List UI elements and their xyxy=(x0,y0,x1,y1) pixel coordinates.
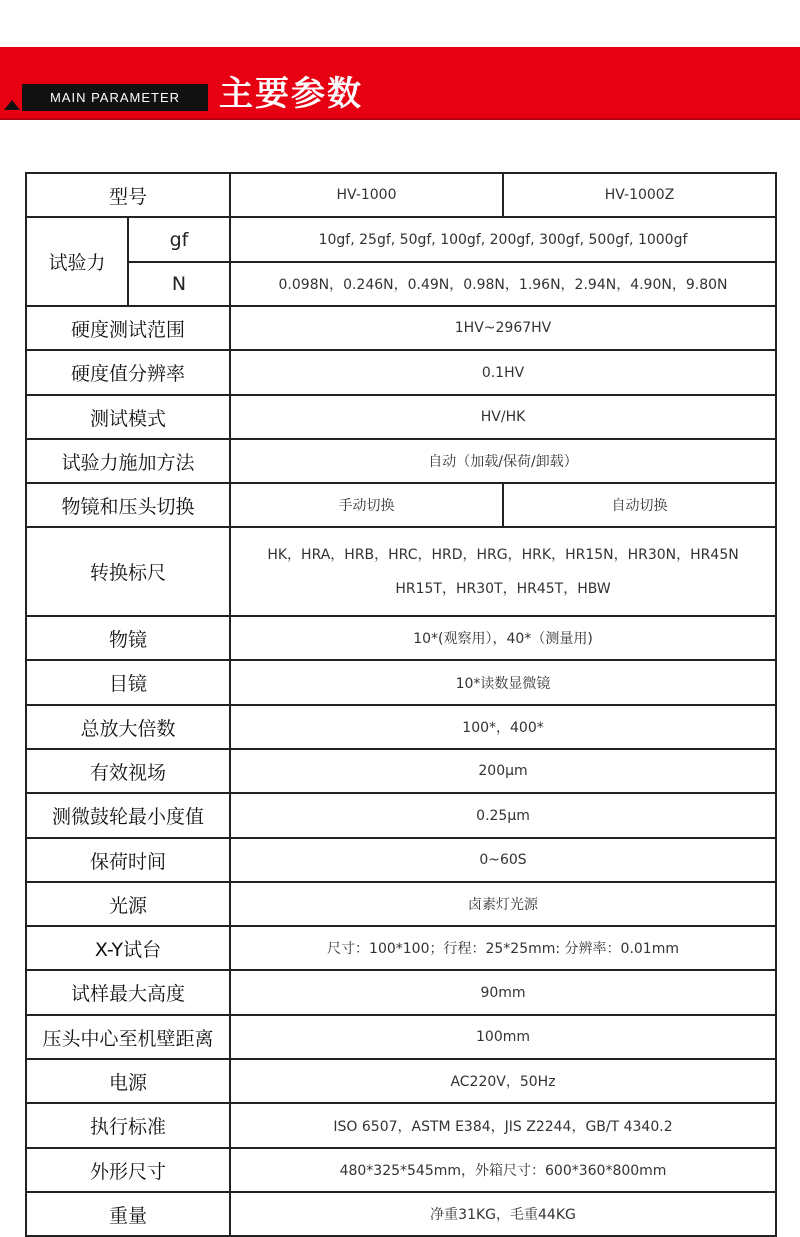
loading-label: 试验力施加方法 xyxy=(26,439,230,483)
table-row xyxy=(26,439,776,483)
triangle-icon xyxy=(4,100,20,110)
dwell-value: 0~60S xyxy=(230,838,776,882)
resolution-label: 硬度值分辨率 xyxy=(26,350,230,395)
switch-value-1: 手动切换 xyxy=(230,483,503,527)
table-row xyxy=(26,793,776,838)
gf-label: gf xyxy=(128,217,230,262)
mode-value: HV/HK xyxy=(230,395,776,439)
height-value: 90mm xyxy=(230,970,776,1015)
force-label: 试验力 xyxy=(26,217,128,306)
table-row xyxy=(26,1015,776,1059)
gf-value: 10gf, 25gf, 50gf, 100gf, 200gf, 300gf, 500gf, 1000gf xyxy=(230,217,776,262)
standard-value: ISO 6507，ASTM E384，JIS Z2244，GB/T 4340.2 xyxy=(230,1103,776,1148)
scale-line-2: HR15T，HR30T，HR45T，HBW xyxy=(395,580,611,597)
light-value: 卤素灯光源 xyxy=(230,882,776,926)
weight-value: 净重31KG，毛重44KG xyxy=(230,1192,776,1236)
dimension-value: 480*325*545mm，外箱尺寸：600*360*800mm xyxy=(230,1148,776,1192)
table-row xyxy=(26,660,776,705)
table-row xyxy=(26,527,776,616)
table-row xyxy=(26,217,776,262)
objective-label: 物镜 xyxy=(26,616,230,660)
hardness-range-label: 硬度测试范围 xyxy=(26,306,230,350)
table-row xyxy=(26,262,776,306)
model-label: 型号 xyxy=(26,173,230,217)
dimension-label: 外形尺寸 xyxy=(26,1148,230,1192)
magnification-value: 100*，400* xyxy=(230,705,776,749)
table-row xyxy=(26,1192,776,1236)
table-row xyxy=(26,1059,776,1103)
objective-value: 10*(观察用），40*（测量用) xyxy=(230,616,776,660)
drum-value: 0.25μm xyxy=(230,793,776,838)
power-value: AC220V，50Hz xyxy=(230,1059,776,1103)
scale-value xyxy=(230,527,776,616)
xy-label: X-Y试台 xyxy=(26,926,230,970)
dwell-label: 保荷时间 xyxy=(26,838,230,882)
model-value-2: HV-1000Z xyxy=(503,173,776,217)
standard-label: 执行标准 xyxy=(26,1103,230,1148)
light-label: 光源 xyxy=(26,882,230,926)
field-value: 200μm xyxy=(230,749,776,793)
header-divider xyxy=(0,118,800,120)
scale-line-1: HK，HRA，HRB，HRC，HRD，HRG，HRK，HR15N，HR30N，HR45N xyxy=(267,546,739,563)
table-row xyxy=(26,970,776,1015)
throat-label: 压头中心至机壁距离 xyxy=(26,1015,230,1059)
model-value-1: HV-1000 xyxy=(230,173,503,217)
parameter-table xyxy=(25,172,777,1237)
table-row xyxy=(26,926,776,970)
table-row xyxy=(26,1103,776,1148)
switch-label: 物镜和压头切换 xyxy=(26,483,230,527)
n-label: N xyxy=(128,262,230,306)
scale-label: 转换标尺 xyxy=(26,527,230,616)
eyepiece-value: 10*读数显微镜 xyxy=(230,660,776,705)
table-row xyxy=(26,705,776,749)
resolution-value: 0.1HV xyxy=(230,350,776,395)
power-label: 电源 xyxy=(26,1059,230,1103)
table-row xyxy=(26,882,776,926)
throat-value: 100mm xyxy=(230,1015,776,1059)
drum-label: 测微鼓轮最小度值 xyxy=(26,793,230,838)
field-label: 有效视场 xyxy=(26,749,230,793)
table-row xyxy=(26,616,776,660)
hardness-range-value: 1HV~2967HV xyxy=(230,306,776,350)
table-row xyxy=(26,483,776,527)
height-label: 试样最大高度 xyxy=(26,970,230,1015)
eyepiece-label: 目镜 xyxy=(26,660,230,705)
xy-value: 尺寸：100*100；行程：25*25mm: 分辨率：0.01mm xyxy=(230,926,776,970)
magnification-label: 总放大倍数 xyxy=(26,705,230,749)
n-value: 0.098N，0.246N，0.49N，0.98N，1.96N，2.94N，4.90N，9.80N xyxy=(230,262,776,306)
switch-value-2: 自动切换 xyxy=(503,483,776,527)
section-title: 主要参数 xyxy=(219,74,363,114)
table-row xyxy=(26,350,776,395)
table-row xyxy=(26,395,776,439)
table-row xyxy=(26,1148,776,1192)
loading-value: 自动（加载/保荷/卸载） xyxy=(230,439,776,483)
section-label: MAIN PARAMETER xyxy=(22,84,208,111)
table-row xyxy=(26,173,776,217)
table-row xyxy=(26,749,776,793)
weight-label: 重量 xyxy=(26,1192,230,1236)
table-row xyxy=(26,838,776,882)
table-row xyxy=(26,306,776,350)
mode-label: 测试模式 xyxy=(26,395,230,439)
